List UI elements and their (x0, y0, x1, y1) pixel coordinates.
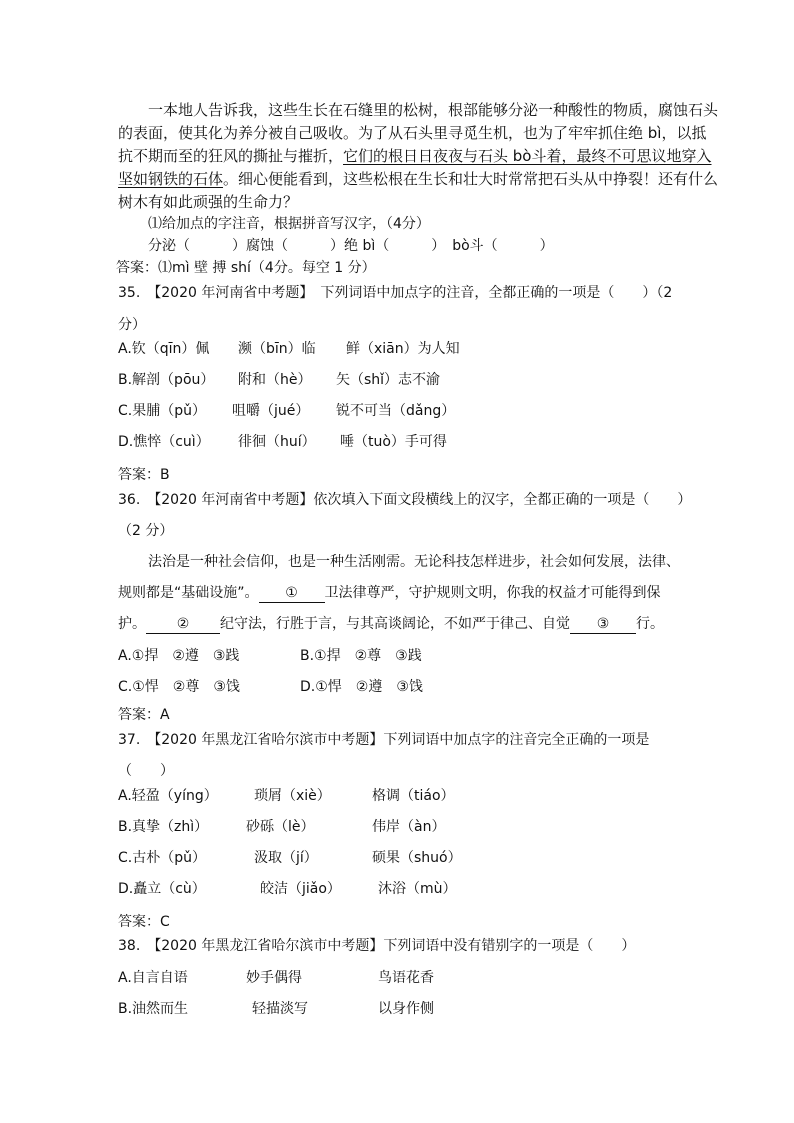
q36-passage-line-1: 法治是一种社会信仰，也是一种生活刚需。无论科技怎样进步，社会如何发展，法律、 (148, 554, 680, 570)
q36-passage-line-3 (118, 614, 664, 634)
q37-option-b (0, 817, 794, 837)
q35-c-2: 咀嚼（jué） (232, 403, 310, 419)
q36-blank-3: ③ (570, 615, 636, 634)
q37-b-2: 砂砾（lè） (246, 819, 315, 835)
q35-b-2: 附和（hè） (238, 372, 312, 388)
q35-option-d (0, 432, 794, 452)
passage-line-5: 树木有如此顽强的生命力？ (118, 193, 299, 211)
q35-d-2: 徘徊（huí） (238, 434, 316, 450)
passage-answer: 答案：⑴mì 壁 搏 shí（4分。每空 1 分） (116, 260, 376, 276)
q37-b-1: B.真挚（zhì） (118, 819, 209, 835)
passage-fill-blanks: 分泌（ ）腐蚀（ ）绝 bì（ ） bò斗（ ） (148, 238, 554, 254)
q35-a-1: A.钦（qīn）佩 (118, 341, 210, 357)
q37-a-3: 格调（tiáo） (372, 788, 455, 804)
q38-b-2: 轻描淡写 (252, 1001, 308, 1017)
passage-line-2: 的表面，使其化为养分被自己吸收。为了从石头里寻觅生机，也为了牢牢抓住绝 bì，以抵 (118, 124, 707, 142)
q35-b-1: B.解剖（pōu） (118, 372, 215, 388)
q36-passage-3a: 护。 (118, 616, 146, 632)
q36-passage-3c: 行。 (636, 616, 664, 632)
q35-answer: 答案：B (118, 467, 170, 483)
q38-b-1: B.油然而生 (118, 1001, 189, 1017)
passage-line-3 (118, 146, 712, 166)
q35-d-3: 唾（tuò）手可得 (340, 434, 447, 450)
passage-underlined-1: 它们的根日日夜夜与石头 bò斗着，最终不可思议地穿入 (343, 147, 712, 165)
q37-d-3: 沐浴（mù） (378, 881, 457, 897)
q35-stem-cont: 分） (118, 317, 146, 333)
q37-option-c (0, 848, 794, 868)
q38-b-3: 以身作侧 (378, 1001, 434, 1017)
q36-options-ab (0, 646, 794, 666)
q37-answer: 答案：C (118, 914, 170, 930)
q36-blank-1: ① (259, 584, 325, 603)
q36-passage-3b: 纪守法，行胜于言，与其高谈阔论，不如严于律己、自觉 (220, 616, 570, 632)
q35-c-3: 锐不可当（dǎng） (336, 403, 456, 419)
q35-option-a (0, 339, 794, 359)
q37-a-1: A.轻盈（yíng） (118, 788, 218, 804)
q37-c-3: 硕果（shuó） (372, 850, 462, 866)
q35-c-1: C.果脯（pǔ） (118, 403, 206, 419)
q37-option-a (0, 786, 794, 806)
q38-a-1: A.自言自语 (118, 970, 188, 986)
q36-passage-2a: 规则都是“基础设施”。 (118, 585, 259, 601)
q37-option-d (0, 879, 794, 899)
q35-option-c (0, 401, 794, 421)
passage-line-4b: 。细心便能看到，这些松根在生长和壮大时常常把石头从中挣裂！还有什么 (223, 170, 719, 188)
q37-a-2: 琐屑（xiè） (254, 788, 331, 804)
q36-option-a: A.①捍 ②遵 ③践 (118, 648, 240, 664)
q36-passage-2b: 卫法律尊严，守护规则文明，你我的权益才可能得到保 (324, 585, 661, 601)
q36-options-cd (0, 677, 794, 697)
q37-b-3: 伟岸（àn） (372, 819, 446, 835)
passage-line-1: 一本地人告诉我，这些生长在石缝里的松树，根部能够分泌一种酸性的物质，腐蚀石头 (148, 101, 719, 119)
q36-option-c: C.①悍 ②尊 ③饯 (118, 679, 240, 695)
q36-answer: 答案：A (118, 707, 170, 723)
q35-option-b (0, 370, 794, 390)
passage-line-4 (118, 169, 718, 189)
q37-d-2: 皎洁（jiǎo） (260, 881, 341, 897)
q36-stem-cont: （2 分） (118, 523, 174, 539)
passage-question: ⑴给加点的字注音，根据拼音写汉字，（4分） (148, 216, 430, 232)
q36-stem: 36. 【2020 年河南省中考题】依次填入下面文段横线上的汉字，全都正确的一项是（ ） (118, 492, 692, 508)
q35-d-1: D.憔悴（cuì） (118, 434, 210, 450)
q38-stem: 38. 【2020 年黑龙江省哈尔滨市中考题】下列词语中没有错别字的一项是（ ） (118, 938, 636, 954)
q37-stem-cont: （ ） (118, 763, 174, 779)
q37-c-2: 汲取（jí） (254, 850, 318, 866)
passage-line-3a: 抗不期而至的狂风的撕扯与摧折， (118, 147, 344, 165)
q38-a-2: 妙手偶得 (246, 970, 302, 986)
q36-passage-line-2 (118, 583, 661, 603)
q38-option-b (0, 999, 794, 1019)
q35-b-3: 矢（shǐ）志不渝 (336, 372, 441, 388)
q37-c-1: C.古朴（pǔ） (118, 850, 206, 866)
q36-blank-2: ② (146, 615, 220, 634)
q37-d-1: D.矗立（cù） (118, 881, 206, 897)
q35-a-3: 鲜（xiān）为人知 (346, 341, 460, 357)
q36-option-b: B.①捍 ②尊 ③践 (300, 648, 422, 664)
q35-a-2: 濒（bīn）临 (238, 341, 316, 357)
q37-stem: 37. 【2020 年黑龙江省哈尔滨市中考题】下列词语中加点字的注音完全正确的一项是 (118, 732, 650, 748)
q38-a-3: 鸟语花香 (378, 970, 434, 986)
q36-option-d: D.①悍 ②遵 ③饯 (300, 679, 423, 695)
q38-option-a (0, 968, 794, 988)
passage-underlined-2: 坚如钢铁的石体 (118, 170, 224, 188)
q35-stem: 35. 【2020 年河南省中考题】 下列词语中加点字的注音，全都正确的一项是（ ）（2 (118, 285, 673, 301)
